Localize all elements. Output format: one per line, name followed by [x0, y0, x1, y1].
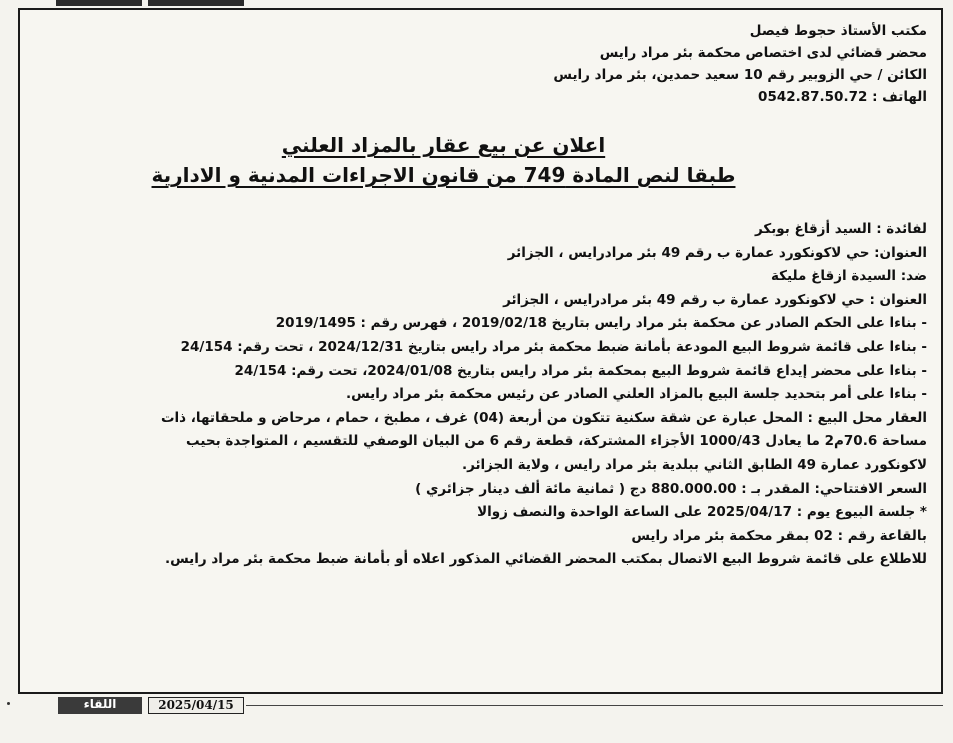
office-name: مكتب الأستاذ حجوط فيصل: [749, 23, 927, 39]
session-date: * جلسة البيوع يوم : 2025/04/17 على الساعة الواحدة والنصف زوالا: [477, 504, 927, 521]
property-description-1: العقار محل البيع : المحل عبارة عن شقة سكنية تتكون من أربعة (04) غرف ، مطبخ ، حمام ، مرحاض و ملحقاتها، ذات: [160, 409, 927, 426]
title-line-1: اعلان عن بيع عقار بالمزاد العلني: [281, 133, 606, 157]
session-hall: بالقاعة رقم : 02 بمقر محكمة بئر مراد رايس: [631, 527, 927, 544]
top-tab-left: [56, 0, 142, 6]
defendant: ضد: السيدة ازقاغ مليكة: [770, 268, 927, 285]
opening-price: السعر الافتتاحي: المقدر بـ : 880.000.00 دج ( ثمانية مائة ألف دينار جزائري ): [415, 480, 927, 497]
property-description-3: لاكونكورد عمارة 49 الطابق الثاني ببلدية بئر مراد رايس ، ولاية الجزائر.: [461, 456, 927, 473]
beneficiary: لفائدة : السيد أزقاغ بوبكر: [754, 221, 927, 237]
property-description-2: مساحة 70.6م2 ما يعادل 1000/43 الأجزاء المشتركة، قطعة رقم 6 من البيان الوصفي للتقسيم ، المتواجدة بحيب: [186, 433, 927, 450]
footer-divider: [246, 705, 943, 706]
basis-conditions-list: - بناءا على قائمة شروط البيع المودعة بأمانة ضبط محكمة بئر مراد رايس بتاريخ 2024/12/31 ، تحت رقم: 24/154: [180, 338, 927, 355]
basis-deposit-report: - بناءا على محضر إيداع قائمة شروط البيع بمحكمة بئر مراد رايس بتاريخ 2024/01/08، تحت رقم: 24/154: [234, 362, 927, 379]
notice-title: [30, 130, 857, 190]
office-role: محضر قضائي لدى اختصاص محكمة بئر مراد رايس: [599, 45, 927, 61]
margin-dot: [7, 702, 10, 705]
top-tab-right: [148, 0, 244, 6]
beneficiary-address: العنوان: حي لاكونكورد عمارة ب رقم 49 بئر مرادرايس ، الجزائر: [507, 244, 927, 261]
defendant-address: العنوان : حي لاكونكورد عمارة ب رقم 49 بئر مرادرايس ، الجزائر: [503, 291, 927, 308]
auction-notice: [30, 10, 927, 572]
office-address: الكائن / حي الزوبير رقم 10 سعيد حمدين، بئر مراد رايس: [553, 67, 927, 83]
office-phone: الهاتف : 0542.87.50.72: [758, 89, 927, 105]
basis-judgment: - بناءا على الحكم الصادر عن محكمة بئر مراد رايس بتاريخ 2019/02/18 ، فهرس رقم : 2019/1495: [275, 315, 927, 332]
office-header: [30, 20, 927, 108]
inspection-note: للاطلاع على قائمة شروط البيع الاتصال بمكتب المحضر القضائي المذكور اعلاه أو بأمانة ضبط محكمة بئر مراد رايس.: [164, 551, 927, 568]
publication-date: 2025/04/15: [148, 697, 244, 714]
newspaper-name: اللقاء: [58, 697, 142, 714]
basis-session-order: - بناءا على أمر بتحديد جلسة البيع بالمزاد العلني الصادر عن رئيس محكمة بئر مراد رايس.: [345, 386, 927, 403]
notice-body: [30, 218, 927, 572]
notice-frame: [18, 8, 943, 694]
title-line-2: طبقا لنص المادة 749 من قانون الاجراءات المدنية و الادارية: [151, 163, 736, 187]
